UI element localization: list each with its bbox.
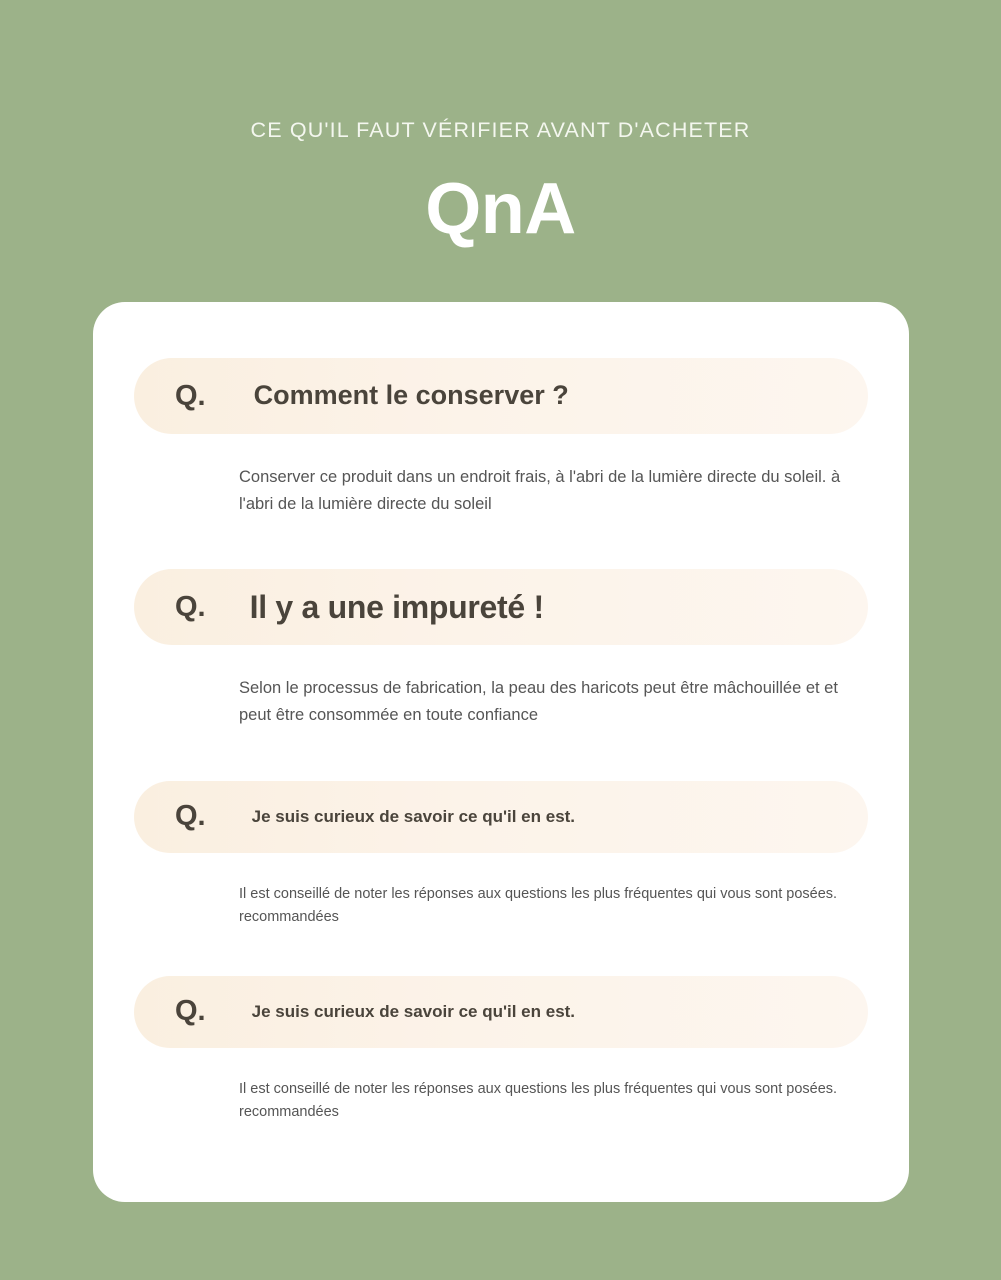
spacer — [134, 517, 868, 569]
qa-item — [134, 569, 868, 728]
page-title: QnA — [425, 168, 576, 249]
spacer — [134, 930, 868, 976]
question-prefix-icon: Q. — [175, 590, 206, 623]
spacer — [134, 729, 868, 781]
qa-item — [134, 781, 868, 930]
question-pill[interactable] — [134, 781, 868, 853]
question-prefix-icon: Q. — [175, 995, 206, 1028]
answer-text: Il est conseillé de noter les réponses aux questions les plus fréquentes qui vous sont posées. recommandées — [239, 1080, 838, 1121]
page-header — [0, 0, 1001, 247]
question-prefix-icon: Q. — [175, 379, 206, 412]
qa-panel — [93, 302, 909, 1202]
qa-list — [93, 302, 909, 1125]
question-prefix-icon: Q. — [175, 800, 206, 833]
qa-item — [134, 358, 868, 517]
answer-text: Il est conseillé de noter les réponses aux questions les plus fréquentes qui vous sont posées. recommandées — [239, 885, 838, 926]
question-pill[interactable] — [134, 358, 868, 434]
answer-text: Conserver ce produit dans un endroit frais, à l'abri de la lumière directe du soleil. à l'abri de la lumière directe du soleil — [239, 468, 841, 513]
question-pill[interactable] — [134, 976, 868, 1048]
question-text: Je suis curieux de savoir ce qu'il en est. — [251, 807, 576, 827]
qa-item — [134, 976, 868, 1125]
question-pill[interactable] — [134, 569, 868, 645]
question-text: Il y a une impureté ! — [249, 589, 544, 626]
question-text: Je suis curieux de savoir ce qu'il en est. — [251, 1002, 576, 1022]
answer-text: Selon le processus de fabrication, la peau des haricots peut être mâchouillée et et peut être consommée en toute confiance — [239, 679, 838, 725]
header-eyebrow: CE QU'IL FAUT VÉRIFIER AVANT D'ACHETER — [250, 118, 751, 142]
question-text: Comment le conserver ? — [253, 380, 569, 411]
